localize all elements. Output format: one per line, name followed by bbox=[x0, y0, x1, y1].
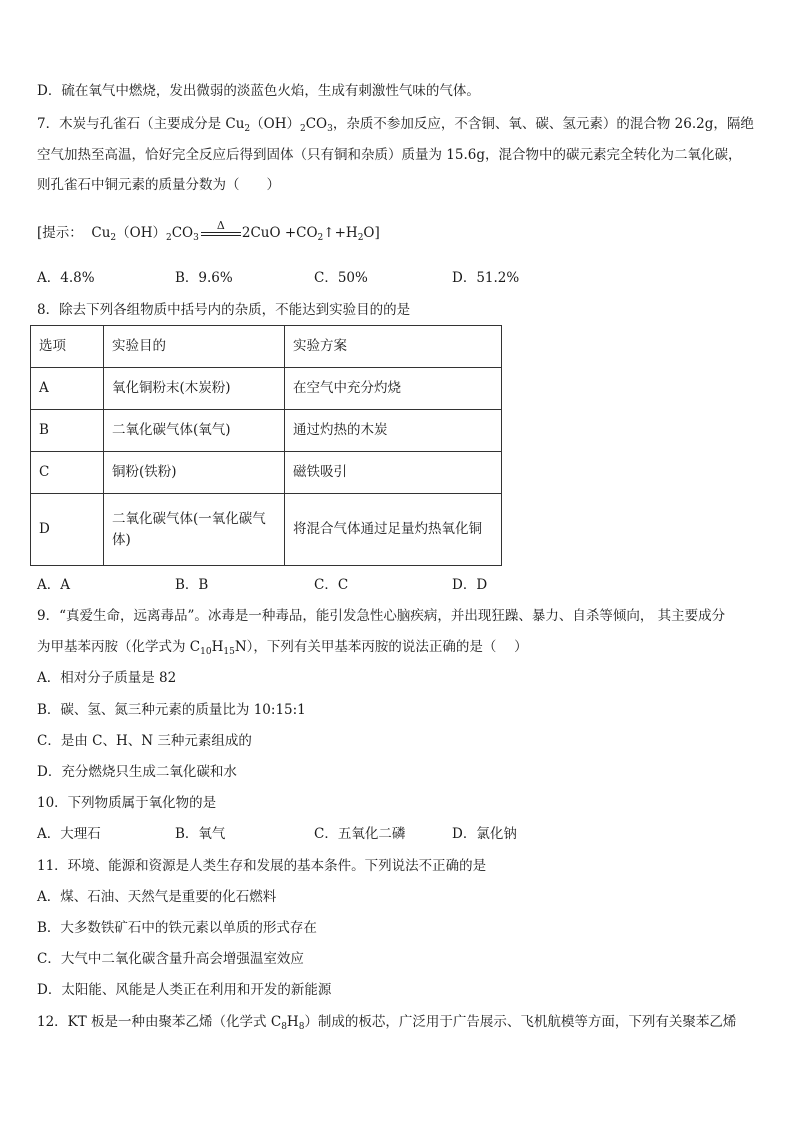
q8-options bbox=[37, 575, 757, 595]
q7-option-a[interactable]: A．4.8% bbox=[37, 270, 95, 286]
table-cell: D bbox=[31, 494, 104, 566]
q7-stem-line3: 则孔雀石中铜元素的质量分数为（ ） bbox=[37, 177, 280, 193]
q9-option-a[interactable]: A．相对分子质量是 82 bbox=[37, 670, 177, 686]
q8-option-c[interactable]: C．C bbox=[314, 577, 349, 593]
q8-experiment-table bbox=[30, 325, 502, 566]
table-cell: 氧化铜粉末(木炭粉) bbox=[104, 368, 285, 410]
q8-option-d[interactable]: D．D bbox=[452, 577, 488, 593]
q10-option-d[interactable]: D．氯化钠 bbox=[452, 826, 517, 842]
table-row bbox=[31, 452, 502, 494]
q7-stem-line1: 7．木炭与孔雀石（主要成分是 $Cu_2(OH)_2CO_3$，杂质不参加反应，不含铜、氧、碳、氢元素）的混合物 26.2g，隔绝 bbox=[37, 116, 754, 134]
table-row bbox=[31, 368, 502, 410]
q9-option-d[interactable]: D．充分燃烧只生成二氧化碳和水 bbox=[37, 764, 237, 780]
table-cell: 二氧化碳气体(氧气) bbox=[104, 410, 285, 452]
table-header-cell: 实验方案 bbox=[285, 326, 502, 368]
table-cell: 在空气中充分灼烧 bbox=[285, 368, 502, 410]
q8-option-b[interactable]: B．B bbox=[175, 577, 209, 593]
q10-option-b[interactable]: B．氧气 bbox=[175, 826, 226, 842]
q8-stem: 8．除去下列各组物质中括号内的杂质，不能达到实验目的的是 bbox=[37, 302, 411, 318]
heating-arrow: Δ bbox=[201, 227, 241, 241]
q10-options bbox=[37, 824, 757, 844]
q6-option-d: D．硫在氧气中燃烧，发出微弱的淡蓝色火焰，生成有刺激性气味的气体。 bbox=[37, 83, 480, 99]
q7-hint-equation: [提示： $Cu_2(OH)_2CO_3$ Δ $2CuO +CO_2↑+H_2O$] bbox=[37, 218, 380, 243]
q7-stem-line2: 空气加热至高温，恰好完全反应后得到固体（只有铜和杂质）质量为 15.6g，混合物中的碳元素完全转化为二氧化碳， bbox=[37, 147, 742, 163]
q11-stem: 11．环境、能源和资源是人类生存和发展的基本条件。下列说法不正确的是 bbox=[37, 858, 487, 874]
table-header-row bbox=[31, 326, 502, 368]
table-cell: B bbox=[31, 410, 104, 452]
q9-stem-line2: 为甲基苯丙胺（化学式为 $C_{10}H_{15}N$），下列有关甲基苯丙胺的说法正确的是（ ） bbox=[37, 639, 528, 657]
q7-option-d[interactable]: D．51.2% bbox=[452, 270, 520, 286]
table-row bbox=[31, 494, 502, 566]
table-cell: A bbox=[31, 368, 104, 410]
table-cell: 二氧化碳气体(一氧化碳气体) bbox=[104, 494, 285, 566]
q11-option-c[interactable]: C．大气中二氧化碳含量升高会增强温室效应 bbox=[37, 951, 304, 967]
q11-option-a[interactable]: A．煤、石油、天然气是重要的化石燃料 bbox=[37, 889, 277, 905]
q9-option-b[interactable]: B．碳、氢、氮三种元素的质量比为 10:15:1 bbox=[37, 702, 306, 718]
table-cell: 通过灼热的木炭 bbox=[285, 410, 502, 452]
q9-stem-line1: 9．“真爱生命，远离毒品”。冰毒是一种毒品，能引发急性心脑疾病，并出现狂躁、暴力、自杀等倾向， 其主要成分 bbox=[37, 608, 726, 624]
q10-option-c[interactable]: C．五氧化二磷 bbox=[314, 826, 406, 842]
q11-option-b[interactable]: B．大多数铁矿石中的铁元素以单质的形式存在 bbox=[37, 920, 317, 936]
table-cell: 将混合气体通过足量灼热氧化铜 bbox=[285, 494, 502, 566]
q7-options bbox=[37, 268, 757, 288]
table-cell: C bbox=[31, 452, 104, 494]
table-header-cell: 选项 bbox=[31, 326, 104, 368]
q7-option-c[interactable]: C．50% bbox=[314, 270, 368, 286]
table-row bbox=[31, 410, 502, 452]
q10-stem: 10．下列物质属于氧化物的是 bbox=[37, 795, 217, 811]
q12-stem: 12．KT 板是一种由聚苯乙烯（化学式 $C_8H_8$）制成的板芯，广泛用于广告展示、飞机航模等方面，下列有关聚苯乙烯 bbox=[37, 1014, 737, 1032]
q9-option-c[interactable]: C．是由 C、H、N 三种元素组成的 bbox=[37, 733, 252, 749]
table-header-cell: 实验目的 bbox=[104, 326, 285, 368]
q8-option-a[interactable]: A．A bbox=[37, 577, 70, 593]
q10-option-a[interactable]: A．大理石 bbox=[37, 826, 101, 842]
q7-option-b[interactable]: B．9.6% bbox=[175, 270, 233, 286]
q11-option-d[interactable]: D．太阳能、风能是人类正在利用和开发的新能源 bbox=[37, 982, 332, 998]
table-cell: 铜粉(铁粉) bbox=[104, 452, 285, 494]
table-cell: 磁铁吸引 bbox=[285, 452, 502, 494]
